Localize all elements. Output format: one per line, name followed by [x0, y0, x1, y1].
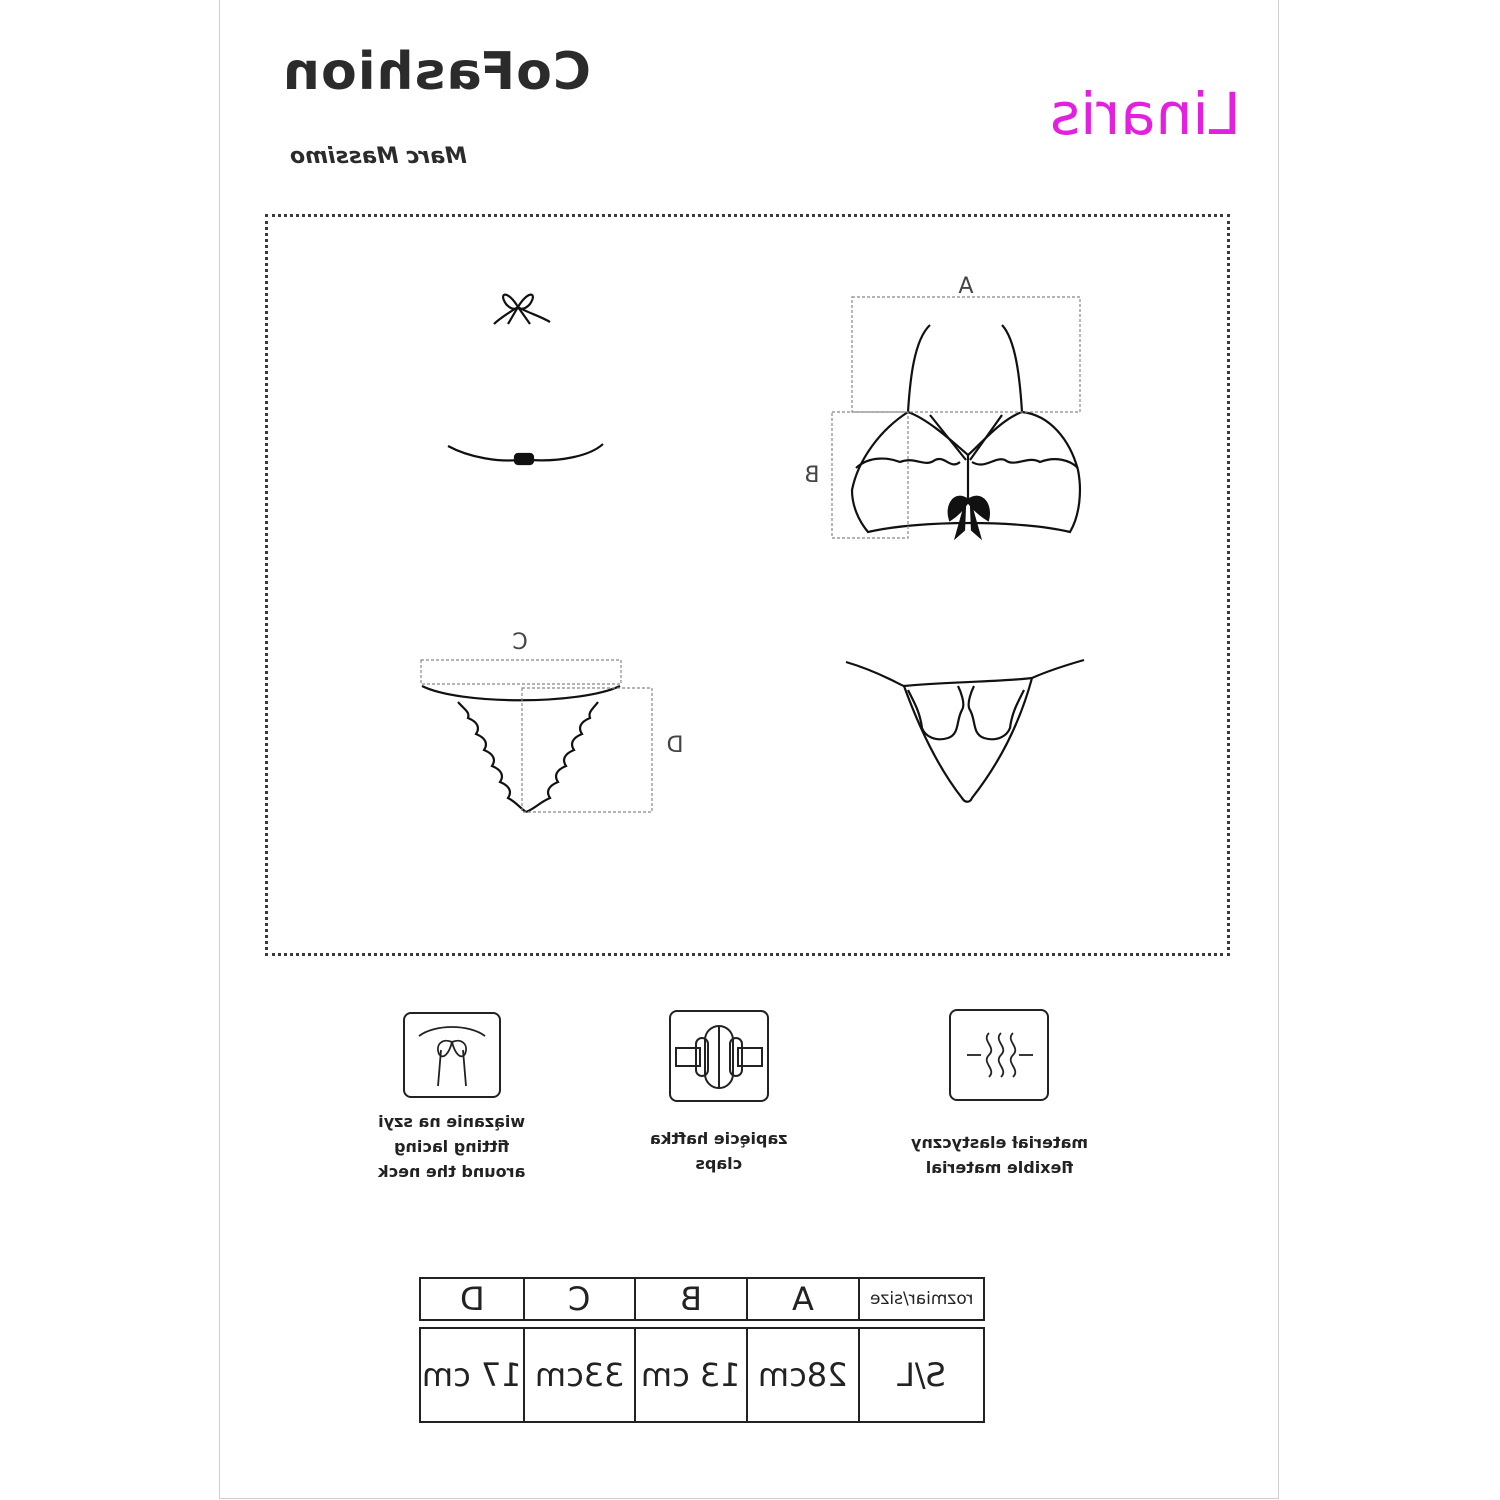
feature-line: zapięcie haftka	[650, 1129, 788, 1148]
feature-line: fitting lacing	[394, 1137, 510, 1156]
dimension-guides	[421, 297, 1080, 812]
thong-front-drawing	[422, 686, 620, 812]
size-header-cell: A	[746, 1279, 858, 1319]
feature-caption-neck	[360, 1109, 544, 1184]
neck-tie-icon	[403, 1012, 501, 1098]
feature-line: flexible material	[925, 1158, 1073, 1177]
size-value-cell: S/L	[858, 1329, 983, 1421]
feature-caption-elastic	[895, 1130, 1103, 1180]
feature-line: around the neck	[378, 1162, 526, 1181]
dim-label-c: C	[512, 630, 528, 655]
size-value-cell: 33cm	[523, 1329, 635, 1421]
size-value-cell: 28cm	[746, 1329, 858, 1421]
size-value-cell: 17 cm	[422, 1356, 522, 1394]
size-header-cell: C	[523, 1279, 635, 1319]
neck-bow-drawing	[494, 295, 550, 324]
choker-drawing	[448, 444, 603, 464]
size-header-cell: rozmiar/size	[858, 1279, 983, 1319]
stretch-waves-icon	[949, 1009, 1049, 1101]
size-table-header	[419, 1277, 985, 1321]
size-table-row	[419, 1327, 985, 1423]
dim-label-b: B	[804, 463, 820, 488]
feature-line: claps	[695, 1154, 743, 1173]
feature-line: materiał elastyczny	[910, 1133, 1088, 1152]
thong-back-drawing	[846, 660, 1084, 802]
size-header-cell: D	[459, 1280, 485, 1318]
dim-label-d: D	[666, 733, 684, 758]
feature-line: wiązanie na szyi	[378, 1112, 526, 1131]
size-value-cell: 13 cm	[634, 1329, 746, 1421]
hook-clasp-icon	[669, 1010, 769, 1102]
designer-text: Marc Massimo	[289, 144, 467, 169]
brand-text: CoFashion	[282, 42, 591, 102]
dim-label-a: A	[958, 274, 974, 299]
model-text: Linaris	[1050, 80, 1241, 148]
size-header-cell: B	[634, 1279, 746, 1319]
bra-drawing	[852, 325, 1080, 537]
feature-caption-clasp	[630, 1126, 808, 1176]
